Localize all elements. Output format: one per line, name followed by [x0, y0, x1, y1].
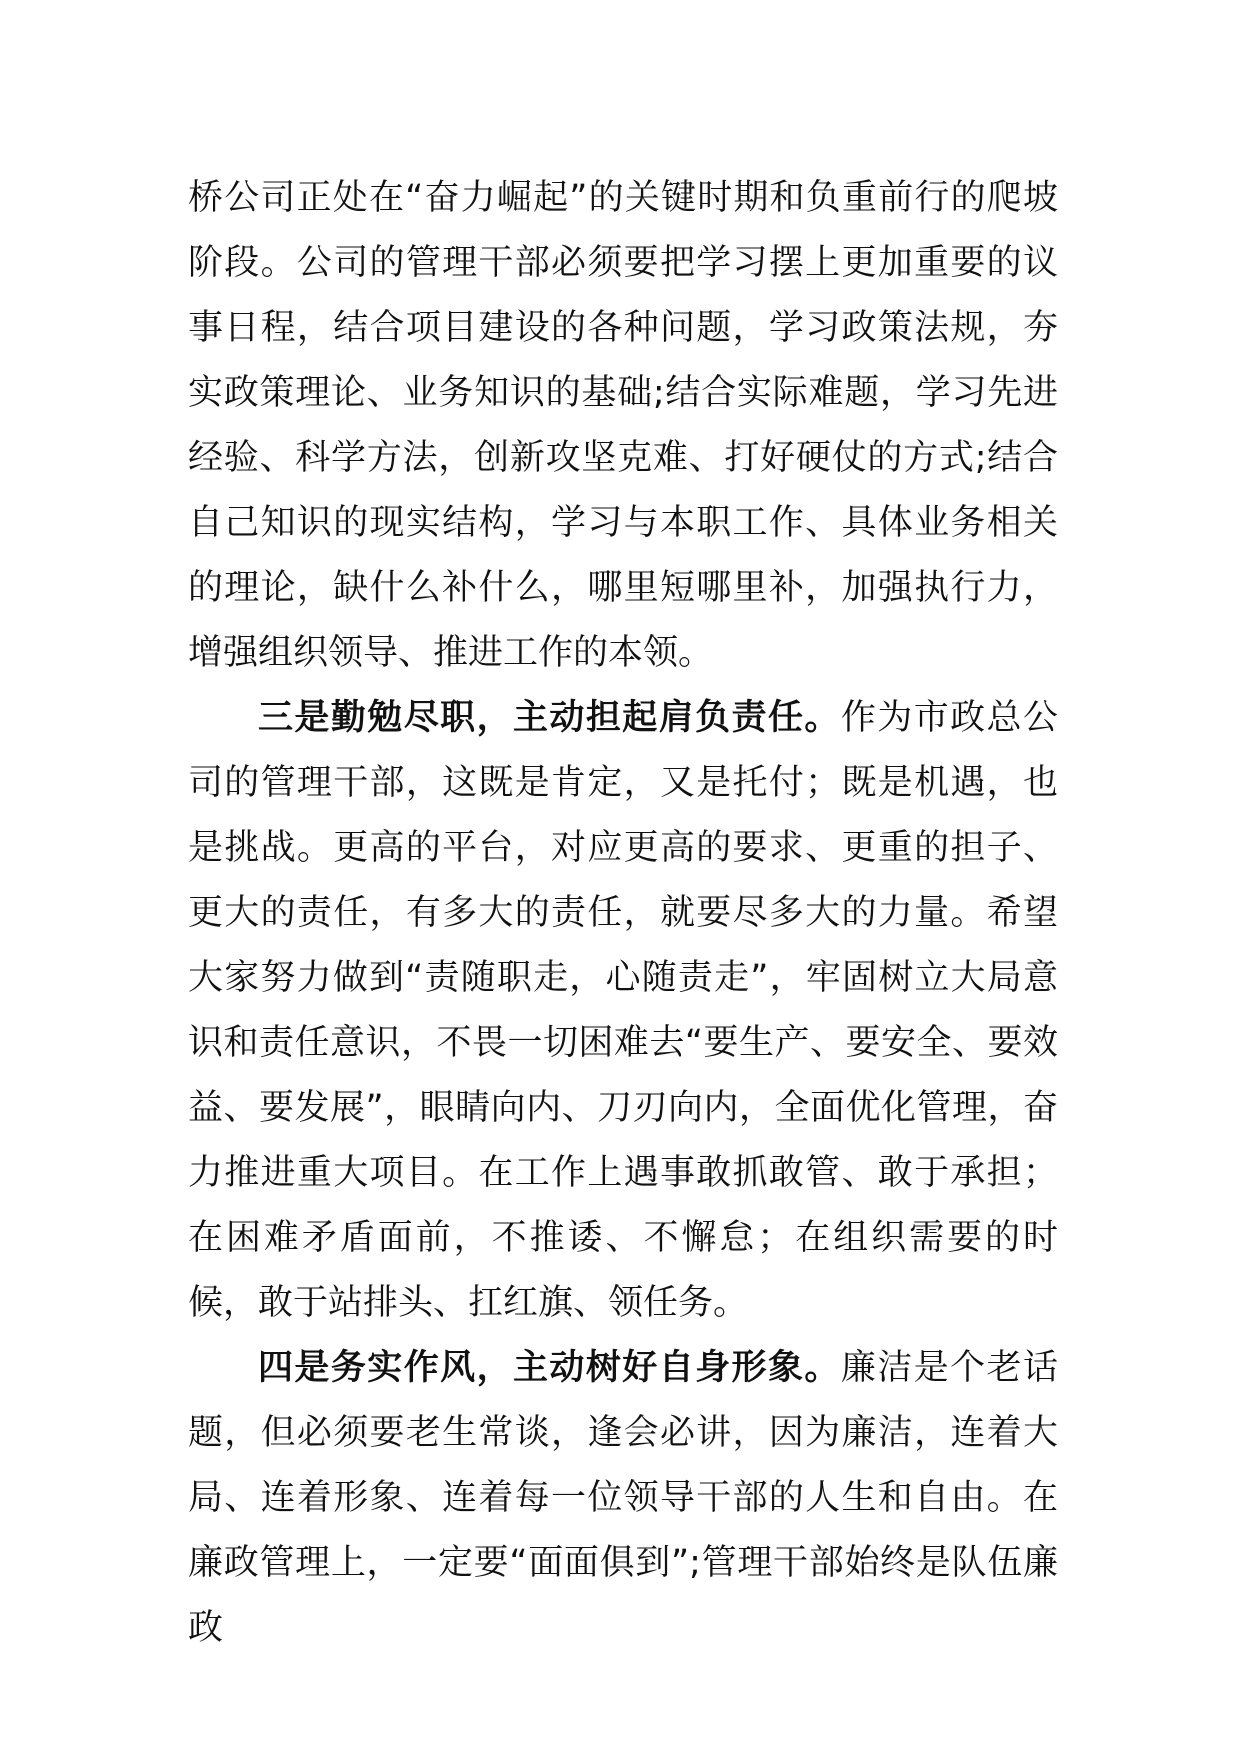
paragraph-3: [188, 1336, 1058, 1661]
paragraph-2-lead: 三是勤勉尽职，主动担起肩负责任。: [258, 698, 841, 738]
paragraph-3-lead: 四是务实作风，主动树好自身形象。: [258, 1348, 841, 1388]
paragraph-3-text: 廉洁是个老话题，但必须要老生常谈，逢会必讲，因为廉洁，连着大局、连着形象、连着每一位领导干部的人生和自由。在廉政管理上，一定要“面面俱到”;管理干部始终是队伍廉政: [188, 1348, 1058, 1648]
paragraph-2: [188, 686, 1058, 1336]
paragraph-2-text: 作为市政总公司的管理干部，这既是肯定，又是托付；既是机遇，也是挑战。更高的平台，对应更高的要求、更重的担子、更大的责任，有多大的责任，就要尽多大的力量。希望大家努力做到“责随职走，心随责走”，牢固树立大局意识和责任意识，不畏一切困难去“要生产、要安全、要效益、要发展”，眼睛向内、刀刃向内，全面优化管理，奋力推进重大项目。在工作上遇事敢抓敢管、敢于承担；在困难矛盾面前，不推诿、不懈怠；在组织需要的时候，敢于站排头、扛红旗、领任务。: [188, 698, 1058, 1323]
paragraph-1-text: 桥公司正处在“奋力崛起”的关键时期和负重前行的爬坡阶段。公司的管理干部必须要把学习摆上更加重要的议事日程，结合项目建设的各种问题，学习政策法规，夯实政策理论、业务知识的基础;结合实际难题，学习先进经验、科学方法，创新攻坚克难、打好硬仗的方式;结合自己知识的现实结构，学习与本职工作、具体业务相关的理论，缺什么补什么，哪里短哪里补，加强执行力，增强组织领导、推进工作的本领。: [188, 178, 1058, 673]
document-body: [188, 166, 1058, 1661]
paragraph-1: [188, 166, 1058, 686]
